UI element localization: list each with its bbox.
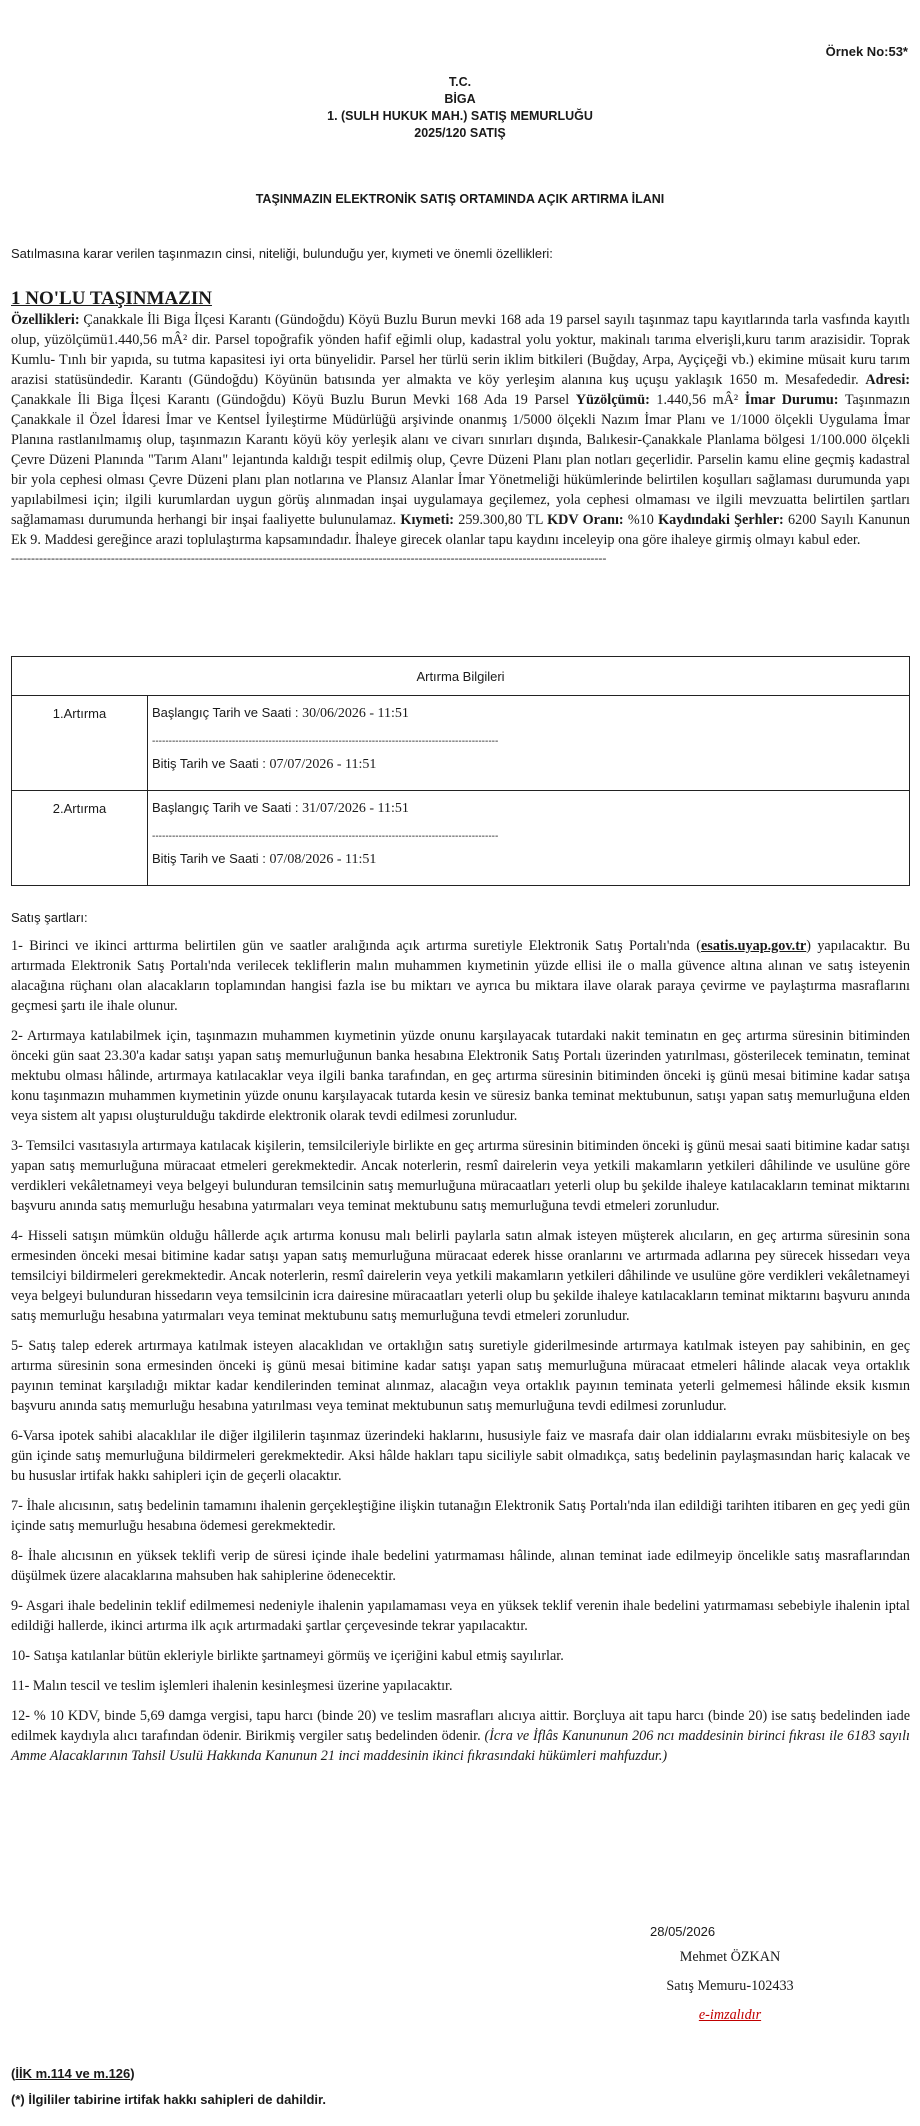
e-signature-note: e-imzalıdır	[698, 2007, 762, 2023]
term-item: 6-Varsa ipotek sahibi alacaklılar ile diğer ilgililerin taşınmaz üzerindeki haklarını, hususiyle faiz ve masrafa dair olan iddialarını evrakı müsbitesiyle on beş gün içinde satış memurluğuna bildirmeleri gerekmektedir. Aksi hâlde hakları tapu siciliyle sabit olmadıkça, satış bedelinin paylaşmasından hariç kalacak ve bu hususlar irtifak hakkı sahipleri için de geçerli olacaktır.	[11, 1428, 910, 1484]
term-item	[11, 1706, 910, 1766]
term-item: 3- Temsilci vasıtasıyla artırmaya katılacak kişilerin, temsilcileriyle birlikte en geç artırma süresinin bitiminden önceki iş günü mesai saati bitimine kadar satışı yapan satış memurluğuna müracaat etmeleri gerekmektedir. Ancak noterlerin, resmî dairelerin veya yetkili makamların yetkileri dâhilinde ve usulüne göre verdikleri vekâletnameyi veya belgeyi bulunduran temsilcinin satış memurluğuna müracaatları yeterli olup bu şekilde ihaleye katılacakların teminat miktarını başvuru anında satış memurluğu hesabına yatırmaları veya teminat mektubunu satış memurluğuna tevdi etmeleri zorunludur.	[11, 1138, 910, 1214]
vat-label: KDV Oranı:	[547, 512, 624, 528]
auction-dates	[148, 696, 910, 791]
officer-title: Satış Memuru-102433	[666, 1978, 794, 1994]
date-separator: --------------------------------------------------------------------------------------------------------	[152, 736, 499, 747]
auction-row	[12, 696, 910, 791]
term-item: 7- İhale alıcısının, satış bedelinin tamamını ihalenin gerçekleştiğine ilişkin tutanağın Elektronik Satış Portalı'nda ilan edildiği tarihten itibaren en geç yedi gün içinde satış memurluğu hesabına ödemesi gerekmektedir.	[11, 1498, 910, 1534]
start-value: 30/06/2026 - 11:51	[302, 706, 409, 721]
address-label: Adresi:	[865, 372, 910, 388]
area-text: 1.440,56 mÂ²	[649, 392, 739, 408]
property-heading: 1 NO'LU TAŞINMAZIN	[11, 288, 212, 309]
terms-heading: Satış şartları:	[11, 910, 88, 925]
start-label: Başlangıç Tarih ve Saati :	[152, 705, 303, 720]
auction-table-header: Artırma Bilgileri	[12, 657, 910, 696]
auction-label: 1.Artırma	[12, 696, 148, 791]
auction-dates	[148, 791, 910, 886]
paren-open: (	[11, 2066, 16, 2081]
term-text: 1- Birinci ve ikinci arttırma belirtilen gün ve saatler aralığında açık artırma suretiyle Elektronik Satış Portalı'nda (	[11, 938, 701, 954]
end-label: Bitiş Tarih ve Saati :	[152, 851, 270, 866]
annotations-label: Kaydındaki Şerhler:	[658, 512, 784, 528]
annotations-text: 6200 Sayılı Kanunun Ek 9. Maddesi gereğince arazi toplulaştırma kapsamındadır. İhaleye girecek olanlar tapu kaydını inceleyip ona göre ihaleye girmiş olmayı kabul eder.	[11, 512, 910, 548]
term-item: 4- Hisseli satışın mümkün olduğu hâllerde açık artırma konusu malı belirli paylarla satın almak isteyen müşterek alıcıların, en geç artırma süresinin sona ermesinden önceki mesai bitimine kadar satışı yapan satış memurluğuna müracaat ederek hisse oranlarını ve artırmada adlarına pey sürecek hissedarı veya temsilciyi bildirmeleri gerekmektedir. Ancak noterlerin, resmî dairelerin veya yetkili makamların yetkileri dâhilinde ve usulüne göre verdikleri vekâletnameyi veya belgeyi bulunduran hissedarın veya temsilcinin icra dairesine müracaatları yeterli olup bu şekilde ihaleye katılacakların teminat miktarını başvuru anında satış memurluğu hesabına yatırmaları veya teminat mektubunu satış memurluğuna tevdi etmeleri zorunludur.	[11, 1228, 911, 1324]
header-office: 1. (SULH HUKUK MAH.) SATIŞ MEMURLUĞU	[327, 109, 593, 123]
officer-name: Mehmet ÖZKAN	[679, 1949, 781, 1965]
auction-end	[152, 850, 909, 869]
auction-table	[11, 656, 910, 886]
footnote: (*) İlgililer tabirine irtifak hakkı sahipleri de dahildir.	[11, 2092, 326, 2107]
address-text: Çanakkale İli Biga İlçesi Karantı (Gündoğdu) Köyü Buzlu Burun Mevki 168 Ada 19 Parsel	[11, 392, 570, 408]
auction-label: 2.Artırma	[12, 791, 148, 886]
terms-list	[11, 936, 910, 1776]
auction-end	[152, 755, 909, 774]
zoning-label: İmar Durumu:	[744, 392, 839, 408]
term-item: 11- Malın tescil ve teslim işlemleri ihalenin kesinleşmesi üzerine yapılacaktır.	[11, 1678, 453, 1694]
paren-close: )	[130, 2066, 135, 2081]
features-text: Çanakkale İli Biga İlçesi Karantı (Gündoğdu) Köyü Buzlu Burun mevki 168 ada 19 parsel sayılı taşınmaz tapu kayıtlarında tarla vasfında kayıtlı olup, yüzölçümü1.440,56 mÂ² dir. Parsel topoğrafik yönden hafif eğimli olup, kadastral yolu yoktur, makinalı tarıma elverişli,kuru tarım arazisidir. Toprak Kumlu- Tınlı bir yapıda, su tutma kapasitesi iyi orta bünyelidir. Parsel her türlü serin iklim bitkileri (Buğday, Arpa, Ayçiçeği vb.) ekimine müsait kuru tarım arazisi statüsündedir. Karantı (Gündoğdu) Köyünün batısında yer almakta ve köy yerleşim alanına kuş uçuşu yaklaşık 1650 m. Mesafededir.	[11, 312, 910, 388]
header-city: BİGA	[444, 92, 476, 106]
section-separator: -----------------------------------------------------------------------------------------------------------------------------------------------------	[11, 551, 607, 565]
term-item	[11, 936, 910, 1016]
term-item: 10- Satışa katılanlar bütün ekleriyle birlikte şartnameyi görmüş ve içeriğini kabul etmiş sayılırlar.	[11, 1648, 564, 1664]
signature-date: 28/05/2026	[650, 1924, 716, 1939]
term-item: 8- İhale alıcısının en yüksek teklifi verip de süresi içinde ihale bedelini yatırmaması hâlinde, alınan teminat iade edilmeyip öncelikle satış masraflarından düşülmek üzere alacaklarına mahsuben hak sahiplerine ödenecektir.	[11, 1548, 910, 1584]
intro-text: Satılmasına karar verilen taşınmazın cinsi, niteliği, bulunduğu yer, kıymeti ve önemli özellikleri:	[11, 246, 553, 261]
end-value: 07/08/2026 - 11:51	[269, 852, 377, 867]
legal-reservation: (İcra ve İflâs Kanununun 206 ncı maddesinin birinci fıkrası ile 6183 sayılı Amme Alacaklarının Tahsil Usulü Hakkında Kanunun 21 inci maddesinin ikinci fıkrasındaki hükümleri mahfuzdur.)	[11, 1728, 910, 1764]
zoning-text: Taşınmazın Çanakkale il Özel İdaresi İmar ve Kentsel İyileştirme Müdürlüğü arşivinde onanmış 1/5000 ölçekli Nazım İmar Planı ve 1/1000 ölçekli Uygulama İmar Planına rastlanılmamış olup, taşınmazın Karantı köyü köy yerleşik alanı ve civarı sınırları dışında, Balıkesir-Çanakkale Planlama bölgesi 1/100.000 ölçekli Çevre Düzeni Planında "Tarım Alanı" lejantında kaldığı tespit edilmiş olup, Çevre Düzeni Planı plan notları geçerlidir. Parselin kamu eline geçmiş kadastral bir yola cephesi olması Çevre Düzeni planı plan notlarına ve Plansız Alanlar İmar Yönetmeliği hükümlerinde belirtilen koşulları sağlaması durumunda yapı yapılabilmesi için; ilgili kurumlardan uygun görüş alınmadan inşai uygulamaya geçilemez, yola cephesi olmaması ve ilgili mevzuatta belirtilen şartları sağlamaması durumunda herhangi bir inşai faaliyette bulunulamaz.	[11, 392, 911, 528]
start-label: Başlangıç Tarih ve Saati :	[152, 800, 303, 815]
document-title: TAŞINMAZIN ELEKTRONİK SATIŞ ORTAMINDA AÇIK ARTIRMA İLANI	[255, 192, 665, 206]
end-label: Bitiş Tarih ve Saati :	[152, 756, 270, 771]
term-item: 2- Artırmaya katılabilmek için, taşınmazın muhammen kıymetinin yüzde onunu karşılayacak tutardaki nakit teminatın en geç artırma süresinin bitiminden önceki gün saat 23.30'a kadar satışı yapan satış memurluğunun banka hesabına Elektronik Satış Portalı üzerinden yatırılması, gösterilecek teminatın, teminat mektubu olması hâlinde, artırmaya katılacaklar veya ilgili banka tarafından, en geç artırma süresinin bitiminden önceki iş günü mesai bitimine kadar satışa konu taşınmazın muhammen kıymetinin yüzde onunu karşılayacak tutarda kesin ve süresiz banka teminat mektubunun, satışı yapan satış memurluğuna elden veya sistem alt yapısı oluşturulduğu takdirde elektronik olarak tevdi edilmesi zorunludur.	[11, 1028, 910, 1124]
features-label: Özellikleri:	[11, 312, 80, 328]
auction-row	[12, 791, 910, 886]
sample-number: Örnek No:53*	[825, 44, 908, 59]
start-value: 31/07/2026 - 11:51	[302, 801, 409, 816]
legal-reference-text: İİK m.114 ve m.126	[15, 2066, 131, 2081]
term-text: ) yapılacaktır. Bu artırmada Elektronik Satış Portalı'nda verilecek tekliflerin malın muhammen kıymetinin yüzde ellisi ile o malla güvence altına alınan ve satış isteyenin alacağına rüçhanı olan alacakların toplamından hangisi fazla ise bu miktarı ve ayrıca bu miktara ilave olarak paraya çevirme ve paylaştırma masraflarını geçmesi şartı ile ihale olunur.	[11, 938, 910, 1014]
signature-block	[600, 1914, 860, 2030]
value-label: Kıymeti:	[400, 512, 454, 528]
end-value: 07/07/2026 - 11:51	[269, 757, 377, 772]
esatis-link[interactable]: esatis.uyap.gov.tr	[701, 938, 807, 954]
date-separator: --------------------------------------------------------------------------------------------------------	[152, 831, 499, 842]
header-file-number: 2025/120 SATIŞ	[414, 126, 506, 140]
header-tc: T.C.	[448, 75, 472, 89]
court-header	[0, 74, 920, 142]
legal-reference	[11, 2066, 135, 2081]
area-label: Yüzölçümü:	[575, 392, 650, 408]
term-text: 12- % 10 KDV, binde 5,69 damga vergisi, tapu harcı (binde 20) ve teslim masrafları alıcıya aittir. Borçluya ait tapu harcı (binde 20) ise satış bedelinden iade edilmek kaydıyla alıcı tarafından ödenir. Birikmiş vergiler satış bedelinden ödenir.	[11, 1708, 910, 1744]
property-section	[11, 288, 910, 566]
vat-text: %10	[623, 512, 654, 528]
term-item: 5- Satış talep ederek artırmaya katılmak isteyen alacaklıdan ve ortaklığın satış suretiyle giderilmesinde artırmaya katılmak isteyen pay sahibinin, en geç artırma süresinin sona ermesinden önceki iş günü mesai bitimine kadar satışı yapan satış memurluğuna müracaat etmeleri hâlinde alacak veya ortaklık payının teminat karşıladığı miktar kadar kendilerinden teminat alınmaz, alacağın veya ortaklık payının teminata yeterli gelmemesi hâlinde eksik kısmın başvuru anında satış memurluğu hesabına yatırılması veya teminat mektubunun satış memurluğuna tevdi edilmesi zorunludur.	[11, 1338, 910, 1414]
property-details	[11, 310, 910, 550]
value-text: 259.300,80 TL	[453, 512, 543, 528]
auction-start	[152, 704, 909, 723]
term-item: 9- Asgari ihale bedelinin teklif edilmemesi nedeniyle ihalenin yapılamaması veya en yüksek teklif verenin ihale bedelini yatırmaması sebebiyle ihalenin iptal edildiği hallerde, ikinci artırma ilk açık artırmadaki şartlar çerçevesinde tekrar yapılacaktır.	[11, 1598, 910, 1634]
auction-start	[152, 799, 909, 818]
